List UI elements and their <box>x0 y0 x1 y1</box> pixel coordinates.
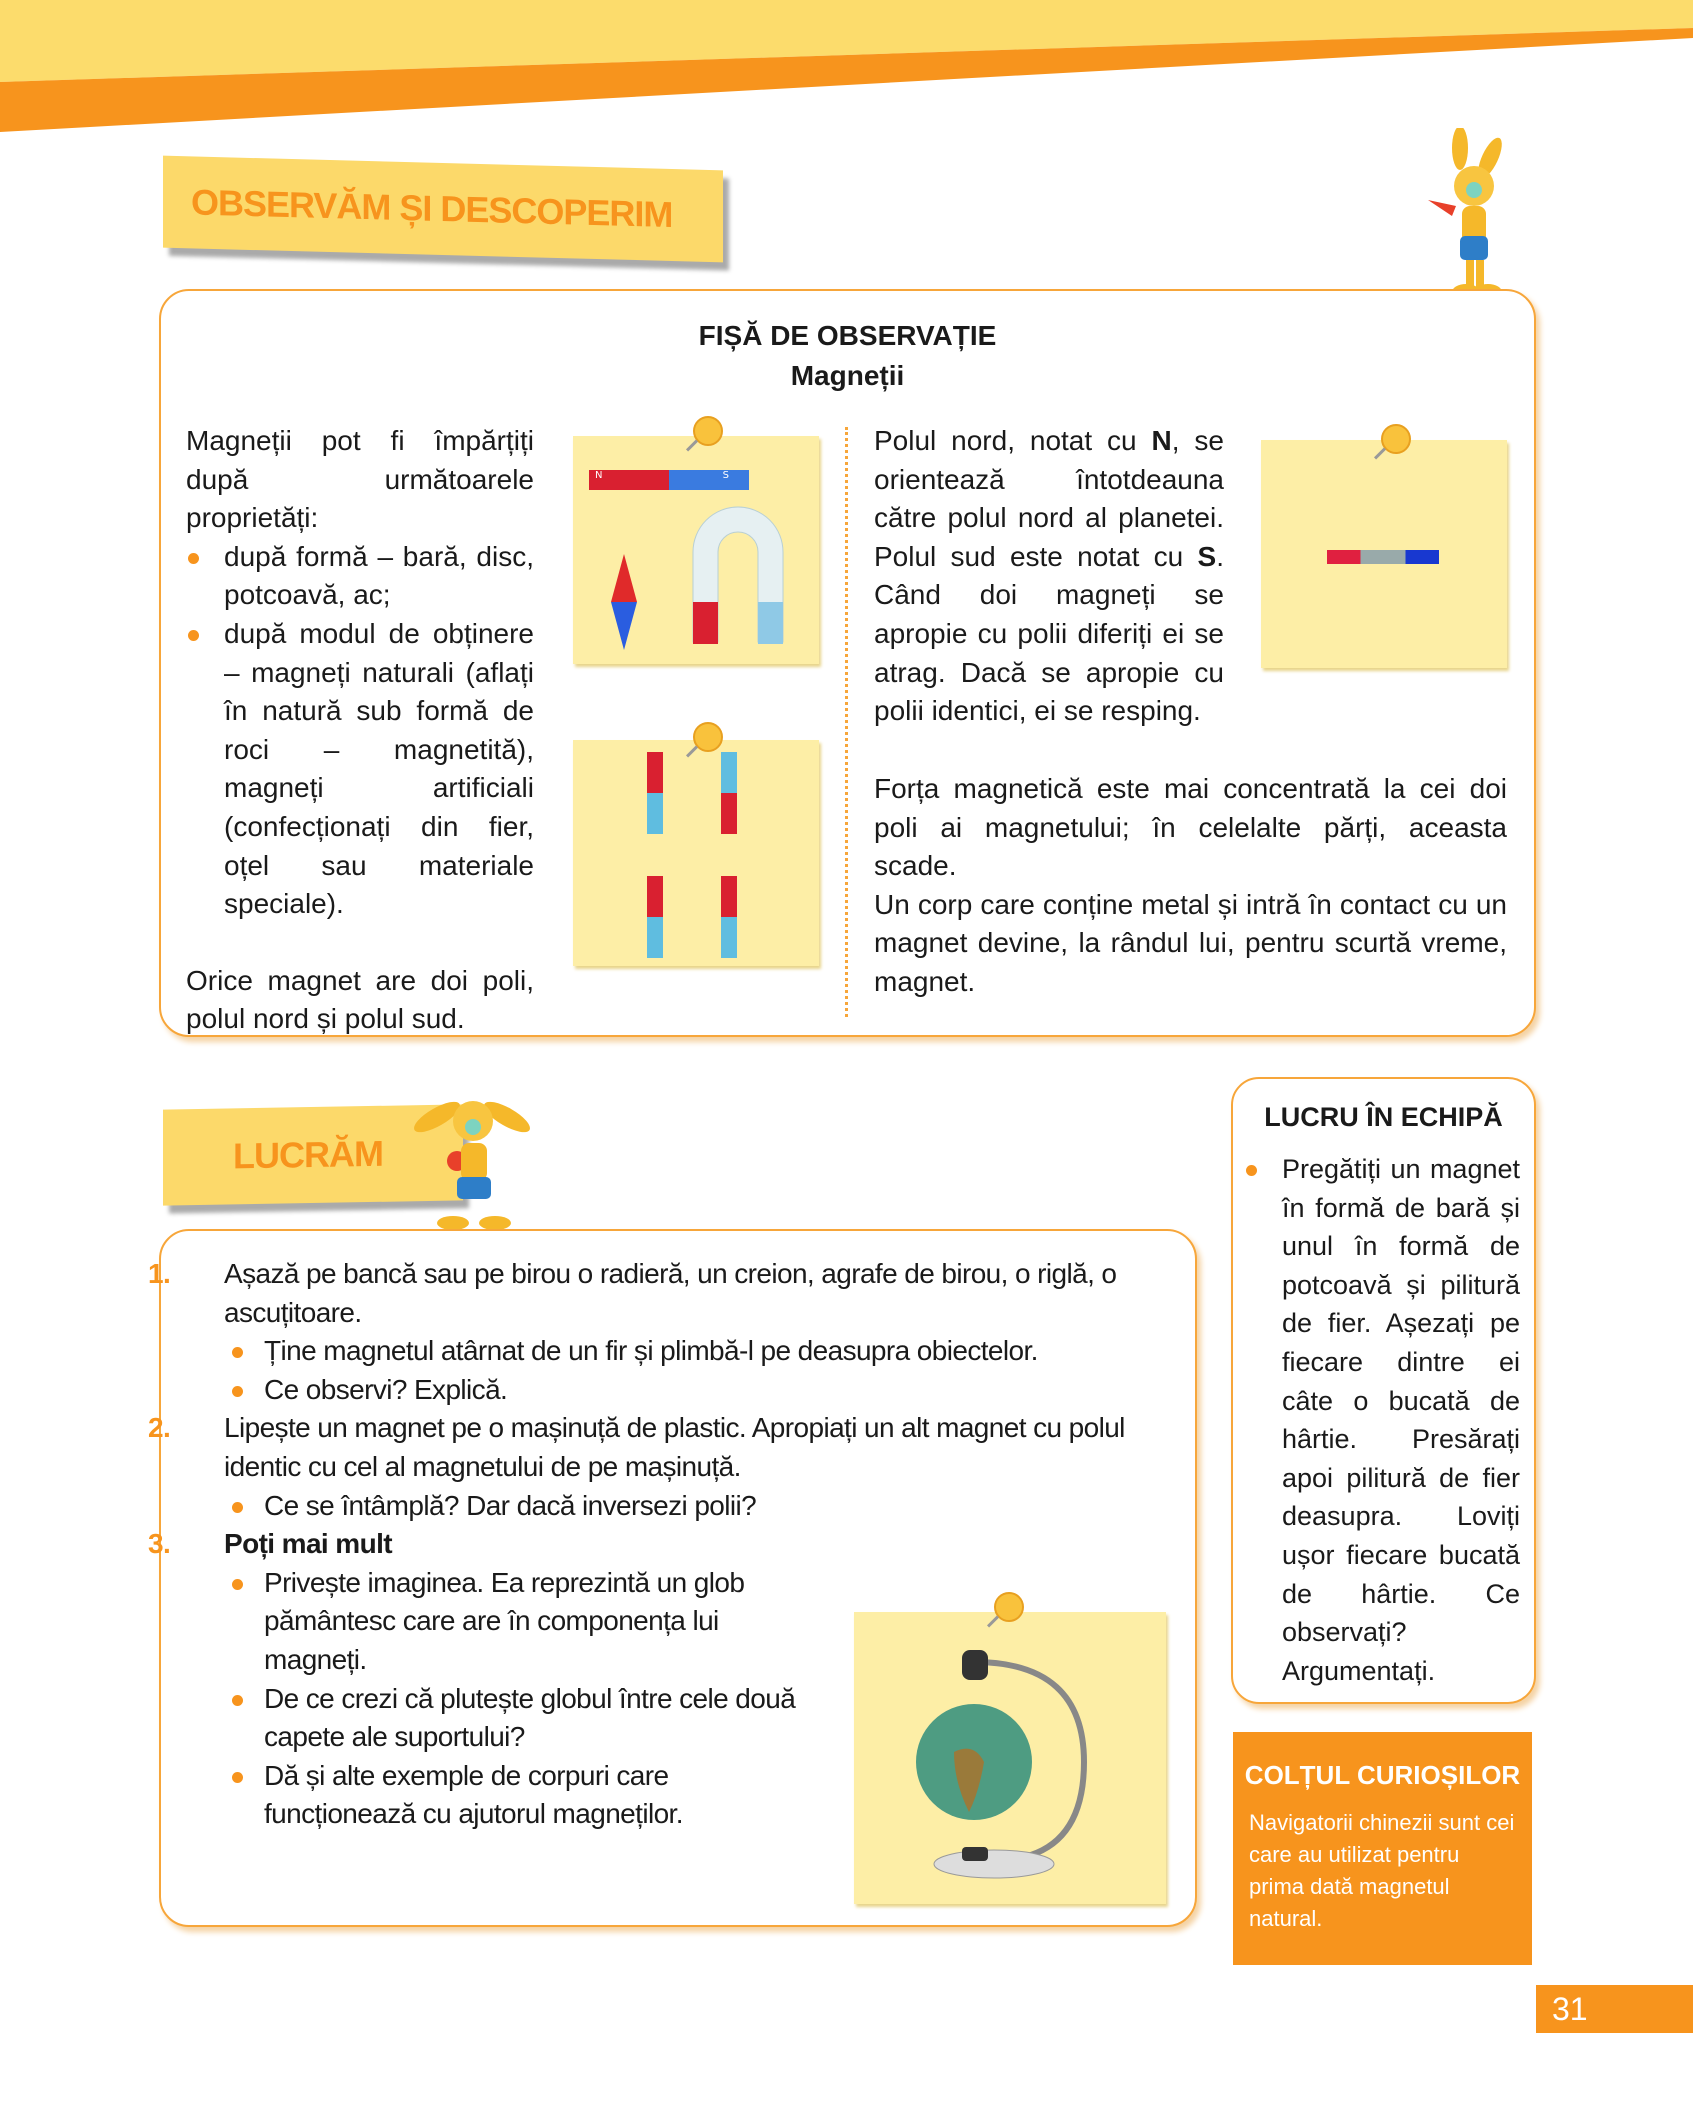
section-header-observam <box>163 156 723 263</box>
activity-2 <box>148 1409 1171 1486</box>
text: . Când doi magneți se apropie cu polii diferiți ei se atrag. Dacă se apropie cu polii identici, ei se resping. <box>874 540 1224 727</box>
contact-text: Un corp care conține metal și intră în contact cu un magnet devine, la rândul lui, pentru scurtă vreme, magnet. <box>874 888 1507 997</box>
observation-title: FIȘĂ DE OBSERVAȚIE <box>698 320 997 351</box>
curiosity-title: COLȚUL CURIOȘILOR <box>1244 1760 1521 1790</box>
item-text: Poți mai mult <box>224 1528 392 1560</box>
globe-icon <box>914 1642 1114 1892</box>
rabbit-mascot-icon <box>1408 128 1540 306</box>
bar-magnet-north: N <box>589 470 669 490</box>
item-number: 1. <box>148 1258 171 1289</box>
floating-globe-image <box>854 1612 1166 1904</box>
section-title: LUCRĂM <box>233 1132 383 1177</box>
pushpin-icon <box>1381 424 1411 454</box>
curiosity-corner <box>1233 1732 1532 1965</box>
activity-3 <box>148 1525 1171 1564</box>
magnet-bar <box>647 876 663 958</box>
team-bullet: Pregătiți un magnet în formă de bară și unul în formă de potcoavă și pilitură de fier. Așezați pe fiecare dintre ei câte o bucată de hârtie. Presărați apoi pilitură de fier deasupra. Loviți ușor fiecare bucată de hârtie. Ce observați? Argumentați. <box>1244 1150 1520 1690</box>
magnets-attraction-image <box>573 740 819 966</box>
magnets-shapes-image <box>573 436 819 664</box>
sub-bullet: Ține magnetul atârnat de un fir și plimbă-l pe deasupra obiectelor. <box>186 1332 1171 1371</box>
right-column-text-1 <box>874 422 1224 731</box>
bullet-origin: după modul de obținere – magneți naturali (aflați în natură sub formă de roci – magnetită), magneți artificiali (confecționați din fier, oțel sau materiale speciale). <box>186 615 534 924</box>
page-number: 31 <box>1536 1985 1693 2033</box>
top-banner <box>0 0 1693 140</box>
pushpin-icon <box>693 416 723 446</box>
outro-text: Orice magnet are doi poli, polul nord și polul sud. <box>186 964 534 1035</box>
bar-magnet-icon <box>1327 550 1439 564</box>
compass-needle-icon <box>611 554 637 650</box>
left-column-text <box>186 422 534 1039</box>
north-letter: N <box>1151 425 1172 456</box>
magnet-bar <box>721 752 737 834</box>
bar-magnet-south: S <box>669 470 749 490</box>
text: Polul nord, notat cu <box>874 425 1152 456</box>
item-text: Lipește un magnet pe o mașinuță de plastic. Apropiați un alt magnet cu polul identic cu cel al magnetului de pe mașinuță. <box>224 1412 1125 1482</box>
item-number: 2. <box>148 1412 171 1444</box>
curiosity-text: Navigatorii chinezii sunt cei care au utilizat pentru prima dată magnetul natural. <box>1249 1810 1515 1931</box>
intro-text: Magneții pot fi împărțiți după următoarele proprietăți: <box>186 425 534 534</box>
activity-1 <box>148 1255 1171 1332</box>
magnet-bar <box>647 752 663 834</box>
item-number: 3. <box>148 1528 171 1560</box>
sub-bullet: Ce observi? Explică. <box>186 1371 1171 1410</box>
south-letter: S <box>1197 540 1217 572</box>
column-divider <box>845 427 848 1017</box>
section-title: OBSERVĂM ȘI DESCOPERIM <box>191 181 673 236</box>
sub-bullet: De ce crezi că plutește globul între cele două capete ale suportului? <box>186 1680 818 1757</box>
text: , se orientează întotdeauna către polul nord al planetei. Polul sud este notat cu <box>874 425 1224 572</box>
team-work-title: LUCRU ÎN ECHIPĂ <box>1264 1102 1503 1132</box>
right-column-text-2 <box>874 770 1507 1002</box>
horseshoe-magnet-icon <box>683 492 793 652</box>
rabbit-mascot-icon <box>407 1077 542 1233</box>
observation-subtitle: Magneții <box>790 360 905 391</box>
force-text: Forța magnetică este mai concentrată la cei doi poli ai magnetului; în celelalte părți, aceasta scade. <box>874 773 1507 882</box>
compass-orientation-image <box>1261 440 1507 668</box>
magnet-bar <box>721 876 737 958</box>
pushpin-icon <box>994 1592 1024 1622</box>
team-work-text <box>1244 1150 1520 1690</box>
sub-bullet: Privește imaginea. Ea reprezintă un glob pământesc care are în componența lui magneți. <box>186 1564 818 1680</box>
sub-bullet: Ce se întâmplă? Dar dacă inversezi polii? <box>186 1487 1171 1526</box>
sub-bullet: Dă și alte exemple de corpuri care funcționează cu ajutorul magneților. <box>186 1757 818 1834</box>
item-text: Așază pe bancă sau pe birou o radieră, un creion, agrafe de birou, o riglă, o ascuțitoare. <box>224 1258 1117 1328</box>
pushpin-icon <box>693 722 723 752</box>
bullet-shape: după formă – bară, disc, potcoavă, ac; <box>186 538 534 615</box>
